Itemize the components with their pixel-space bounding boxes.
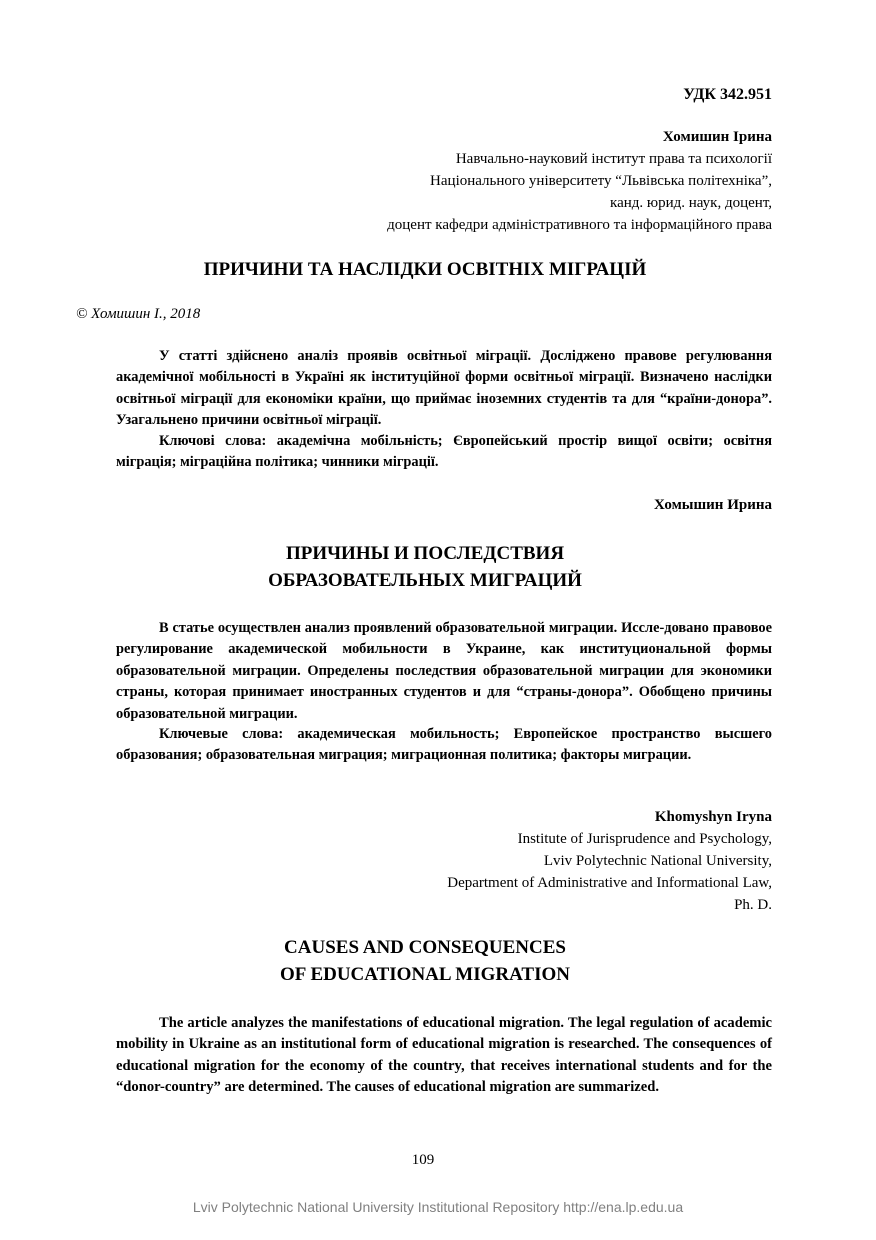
author-name-ukrainian: Хомишин Ірина — [662, 129, 772, 145]
author-name-english: Khomyshyn Iryna — [654, 809, 772, 825]
article-title-russian — [80, 540, 770, 594]
author-affiliation-line: Ph. D. — [734, 897, 772, 913]
author-affiliation-line: Institute of Jurisprudence and Psychology, — [517, 831, 772, 847]
udk-code: УДК 342.951 — [683, 86, 772, 103]
author-affiliation-line: Lviv Polytechnic National University, — [543, 853, 772, 869]
abstract-ukrainian: У статті здійснено аналіз проявів освітньої міграції. Досліджено правове регулювання академічної мобільності в Україні як інституційної форми освітньої міграції. Визначено наслідки освітньої міграції для економіки країни, що приймає іноземних студентів та для “країни-донора”. Узагальнено причини освітньої міграції. — [116, 348, 772, 429]
abstract-russian: В статье осуществлен анализ проявлений образовательной миграции. Иссле-довано правовое регулирование академической мобильности в Украине, как институциональной формы образовательной миграции. Определены последствия образовательной миграции для экономики страны, которая принимает иностранных студентов и для “страны-донора”. Обобщено причины образовательной миграции. — [116, 620, 772, 722]
title-line: CAUSES AND CONSEQUENCES — [284, 937, 566, 958]
author-affiliation-line: Навчально-науковий інститут права та психології — [455, 151, 772, 167]
author-name-russian: Хомышин Ирина — [653, 497, 772, 513]
page-number: 109 — [411, 1152, 435, 1168]
article-title-ukrainian: ПРИЧИНИ ТА НАСЛІДКИ ОСВІТНІХ МІГРАЦІЙ — [203, 259, 647, 280]
title-line: ПРИЧИНЫ И ПОСЛЕДСТВИЯ — [285, 543, 565, 564]
title-line: ОБРАЗОВАТЕЛЬНЫХ МИГРАЦИЙ — [268, 570, 582, 591]
author-block-russian — [212, 494, 772, 516]
author-affiliation-line: Department of Administrative and Informational Law, — [447, 875, 772, 891]
author-block-english — [212, 806, 772, 916]
article-title-english — [80, 934, 770, 988]
author-block-ukrainian — [212, 126, 772, 236]
keywords-russian: Ключевые слова: академическая мобильность; Европейское пространство высшего образования; образовательная миграция; миграционная политика; факторы миграции. — [116, 726, 772, 764]
copyright-notice: © Хомишин І., 2018 — [76, 306, 201, 322]
author-affiliation-line: доцент кафедри адміністративного та інформаційного права — [387, 217, 772, 233]
repository-footer: Lviv Polytechnic National University Institutional Repository http://ena.lp.edu.ua — [192, 1199, 684, 1215]
title-line: OF EDUCATIONAL MIGRATION — [280, 964, 570, 985]
abstract-english: The article analyzes the manifestations of educational migration. The legal regulation of academic mobility in Ukraine as an institutional form of educational migration is researched. The consequences of educational migration for the economy of the country, that receives international students and for the “donor-country” are determined. The causes of educational migration are summarized. — [116, 1015, 772, 1096]
author-affiliation-line: канд. юрид. наук, доцент, — [610, 195, 772, 211]
keywords-ukrainian: Ключові слова: академічна мобільність; Європейський простір вищої освіти; освітня міграція; міграційна політика; чинники міграції. — [116, 433, 772, 471]
author-affiliation-line: Національного університету “Львівська політехніка”, — [430, 173, 772, 189]
